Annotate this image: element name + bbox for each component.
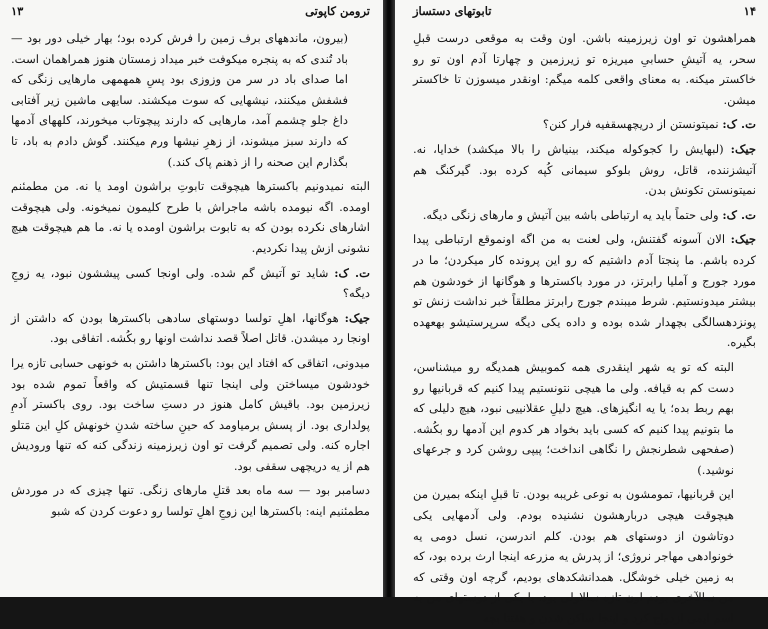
- paragraph-text: شاید تو آتیش گم شده. ولی اونجا کسی پیششون نبود، یه زوجِ دیگه؟: [11, 265, 370, 301]
- left-header-title: ترومن کاپوتی: [305, 4, 370, 18]
- paragraph: [413, 139, 756, 201]
- right-page-number: ۱۴: [743, 4, 756, 18]
- speaker-label: ت. ک:: [722, 117, 756, 132]
- paragraph-text: نمیتونستن از دریچهسقفیه فرار کنن؟: [542, 117, 719, 132]
- speaker-label: جیک:: [730, 232, 756, 247]
- speaker-label: ت. ک:: [334, 265, 370, 280]
- right-page-body: [413, 28, 756, 629]
- paragraph: [413, 205, 756, 226]
- paragraph-text: دسامبر بود — سه ماه بعد قتلِ مارهای زنگی. تنها چیزی که در موردش مطمئنیم اینه: باکسترها این زوجِ اهلِ تولسا رو دعوت کردن که شبو: [11, 483, 370, 519]
- paragraph: [11, 263, 370, 304]
- paragraph-text: میدونی، اتفاقی که افتاد این بود: باکسترها داشتن به خونهی حسابی تازه یرا خودشون میساختن ولی اینجا تنها قسمتیش که واقعاً تموم شده بود زیرزمین بود. باقیش کامل هنوز در دستِ ساخت بود. روی باکستر آدمِ پولداری بود. از پسش برمیاومد که حینِ ساخته شدنِ خونهش کلِ این مَتلو اجاره کنه. ولی تصمیم گرفت تو اون زیرزمینه زندگی کنه که تنها ورودیش هم از یه دریچهی سقفی بود.: [11, 355, 370, 473]
- paragraph: [11, 176, 370, 258]
- paragraph: [413, 229, 756, 353]
- paragraph: [11, 308, 370, 349]
- speaker-label: جیک:: [730, 141, 756, 156]
- paragraph: [413, 28, 756, 110]
- left-running-header: [11, 4, 370, 22]
- paragraph-text: هوگانها، اهلِ تولسا دوستهای سادهی باکسترها بودن که داشتن از اونجا رد میشدن. قاتل اصلاً قصد نداشت اونها رو بکُشه. اتفاقی بود.: [11, 310, 370, 346]
- paragraph-text: همراهشون تو اون زیرزمینه باشن. اون وقت به موقعی درست قبلِ سحر، یه آتیشِ حسابیِ میریزه تو زیرزمین و چهارتا آدم اون تو رو خاکستر میکنه. به معنای واقعی کلمه میگم: اونقدر میسوزن تا خاکستر میشن.: [413, 31, 756, 107]
- right-running-header: [413, 4, 756, 22]
- speaker-label: ت. ک:: [722, 207, 756, 222]
- paragraph-text: البته نمیدونیم باکسترها هیچوقت تابوتِ براشون اومد یا نه. من مطمئنم اومده. اگه نیومده باشه ماجراش با طرح کلیمون نمیخونه. ولی هیچوقت اشارهای نکرده بودن که به تابوت براشون اومده یا نه. ما هم هیچوقت هیچ نشونی ازش پیدا نکردیم.: [11, 179, 370, 255]
- paragraph-text: (لبهایش را کجوکوله میکند، بینیاش را بالا میکشد) خدایا، نه. آتیشزننده، قاتل، روش بلوکو سیمانی کُپه کرده بود. گیرکنگ هم نمیتونستن تکونش بدن.: [413, 141, 756, 198]
- paragraph-text: این قربانیها، تمومشون به نوعی غریبه بودن. تا قبلِ اینکه بمیرن من هیچوقت هیچی دربارهشون نشنیده بودم. ولی آدمهایی یکی دوتاشون از دوستهای هم بودن. کلم اندرسن، نسل دومی یه خونوادهی مهاجر نروژی؛ از پدرش یه مزرعه اینجا ارث برده بود، که به زمین خیلی خوشگل. همدانشکدهای بودیم، گرچه اون وقتی که من سالآخری بودم اون تازه سالاولی بود. با یکی از دوستهای من به اسم ایمی ازدواج کرد و اینجا ساکن شدن و هفتتا بچه: [413, 487, 734, 626]
- right-page: [395, 0, 768, 626]
- paragraph: [413, 114, 756, 135]
- paragraph-text: (بیرون، ماندههای برف زمین را فرش کرده بود؛ بهار خیلی دور بود — باد تُندی که به پنجره میکوفت خبر میداد زمستان هنوز همراهمان است. اما صدای باد در سر من وزوزی بود پسِ همهمهی مارهایی زنگی که فشفش میکنند، نیشهایی که سوت میکشند. سایهی ماشین زیر آفتابی داغ جلو چشمم آمد، مارهایی که دارند پیچوتاب میخورند، کلههای آدمها که دارند سبز میشوند، از زهرِ نیشها ورم میکنند. گوش دادم به باد، تا بگذارم این صحنه را از ذهنم پاک کند.): [11, 31, 348, 169]
- paragraph: [11, 28, 348, 172]
- paragraph-text: ولی حتماً باید یه ارتباطی باشه بین آتیش و مارهای زنگی دیگه.: [422, 207, 719, 222]
- speaker-label: جیک:: [344, 310, 370, 325]
- left-page-number: ۱۳: [11, 4, 24, 18]
- paragraph: [11, 353, 370, 477]
- paragraph: [413, 484, 734, 628]
- paragraph-text: الان آسونه گفتنش، ولی لعنت به من اگه اونموقع ارتباطی پیدا کرده باشم. ما پنجتا آدم داشتیم که رو این پرونده کار میکردن؛ ما در مورد جورج و آملیا رابرتز، در مورد باکسترها و هوگانها از خودشون هم بیشتر میدونستیم. شرط میبندم جورج رابرتز مطلقاً خبر نداشت زنش تو پونزدهسالگی بچهدار شده بوده و داده یکی دیگه سرپرستیشو بهعهده بگیره.: [413, 232, 756, 350]
- paragraph: [11, 480, 370, 521]
- left-page-body: [11, 28, 370, 522]
- paragraph-text: البته که تو یه شهر اینقدری همه کموبیش همدیگه رو میشناسن، دست کم به قیافه. ولی ما هیچی نتونستیم پیدا کنیم که قربانیها رو بهم ربط بده؛ یا یه انگیزهای. هیچ دلیلِ عقلانییی نبود، هیچ دلیلی که ما بتونیم پیدا کنیم که کسی باید بخواد هر کدوم این آدمها رو بکُشه. (صفحهی شطرنجش را نگاهی انداخت؛ پیپی روشن کرد و جرعهای نوشید.): [413, 359, 734, 477]
- paragraph: [413, 357, 734, 481]
- right-header-title: تابوتهای دستساز: [413, 4, 492, 18]
- left-page: [0, 0, 383, 597]
- book-gutter: [383, 0, 395, 597]
